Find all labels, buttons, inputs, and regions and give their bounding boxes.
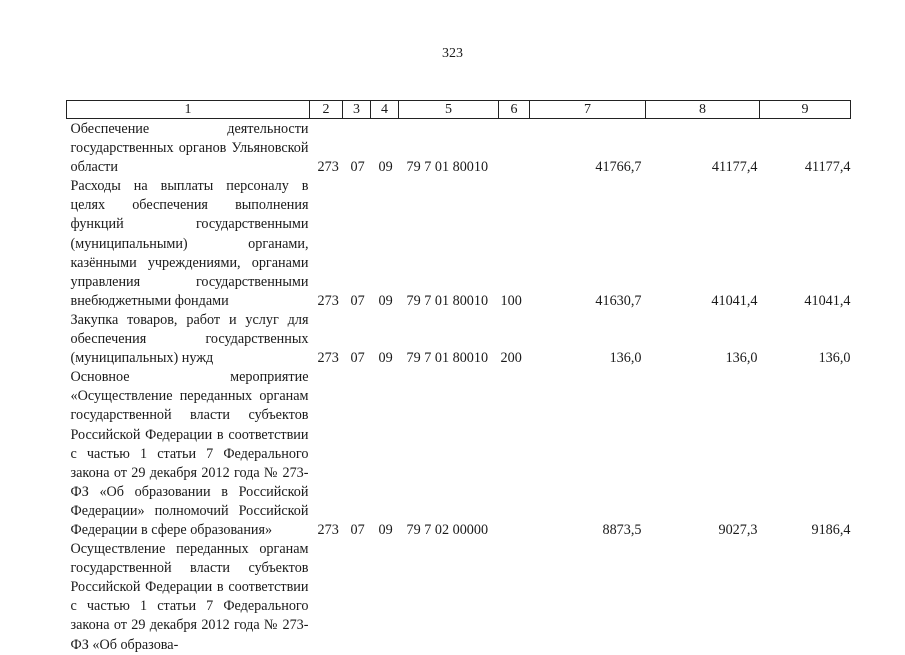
row-kcsr: 79 7 02 00000 (406, 521, 489, 538)
row-value-1: 41630,7 (595, 292, 642, 309)
row-vr (499, 119, 530, 178)
table-header (67, 101, 851, 119)
table-row (67, 311, 851, 368)
row-description: Осуществление переданных органам государственной власти субъектов Российской Федерации в соответствии с частью 1 статьи 7 Федерального закона от 29 декабря 2012 года № 273-ФЗ «Об образова- (70, 541, 309, 653)
row-vr: 100 (500, 292, 522, 309)
row-value-2: 136,0 (725, 350, 758, 367)
row-rz: 07 (350, 350, 365, 367)
header-cell: 6 (499, 101, 530, 119)
row-value-1: 41766,7 (595, 159, 642, 176)
row-ved: 273 (317, 350, 339, 367)
row-description: Обеспечение деятельности государственных органов Ульяновской области (70, 121, 309, 176)
table-row (67, 540, 851, 655)
row-ved (310, 540, 343, 655)
row-ved: 273 (317, 159, 339, 176)
row-value-3: 41177,4 (804, 159, 851, 176)
row-value-3 (760, 540, 851, 655)
row-value-3: 9186,4 (811, 521, 851, 538)
table-row (67, 119, 851, 178)
header-cell: 9 (760, 101, 851, 119)
table-row (67, 177, 851, 311)
row-description: Расходы на выплаты персоналу в целях обеспечения выполнения функций государственными (муниципальными) органами, казёнными учреждениями, органами управления государственными внебюджетными фондами (70, 178, 309, 309)
header-cell: 5 (399, 101, 499, 119)
row-ved: 273 (317, 521, 339, 538)
row-pr: 09 (378, 350, 393, 367)
header-cell: 2 (310, 101, 343, 119)
row-value-1 (530, 540, 646, 655)
row-description: Закупка товаров, работ и услуг для обеспечения государственных (муниципальных) нужд (70, 311, 309, 367)
row-rz (343, 540, 371, 655)
row-kcsr: 79 7 01 80010 (406, 159, 489, 176)
header-cell: 1 (67, 101, 310, 119)
row-vr: 200 (500, 350, 522, 367)
row-vr (499, 540, 530, 655)
row-value-1: 136,0 (609, 350, 642, 367)
row-rz: 07 (350, 159, 365, 176)
row-value-3: 41041,4 (804, 292, 851, 309)
row-pr: 09 (378, 159, 393, 176)
row-value-2 (646, 540, 760, 655)
row-kcsr (399, 540, 499, 655)
row-value-3: 136,0 (818, 350, 851, 367)
row-value-2: 41041,4 (711, 292, 758, 309)
row-pr: 09 (378, 292, 393, 309)
header-cell: 3 (343, 101, 371, 119)
page-number: 323 (442, 46, 463, 61)
row-vr (499, 368, 530, 540)
row-value-1: 8873,5 (602, 521, 642, 538)
row-rz: 07 (350, 292, 365, 309)
row-pr (371, 540, 399, 655)
header-row (67, 101, 851, 119)
header-cell: 8 (646, 101, 760, 119)
row-value-2: 9027,3 (718, 521, 758, 538)
row-kcsr: 79 7 01 80010 (406, 292, 489, 309)
header-cell: 4 (371, 101, 399, 119)
row-rz: 07 (350, 521, 365, 538)
table-body (67, 119, 851, 655)
row-pr: 09 (378, 521, 393, 538)
row-description: Основное мероприятие «Осуществление переданных органам государственной власти субъектов Российской Федерации в соответствии с частью 1 статьи 7 Федерального закона от 29 декабря 2012 года № 273-ФЗ «Об образовании в Российской Федерации» полномочий Российской Федерации в сфере образования» (70, 369, 309, 538)
row-ved: 273 (317, 292, 339, 309)
row-value-2: 41177,4 (711, 159, 758, 176)
table-row (67, 368, 851, 540)
budget-table (66, 100, 851, 655)
row-kcsr: 79 7 01 80010 (406, 350, 489, 367)
header-cell: 7 (530, 101, 646, 119)
